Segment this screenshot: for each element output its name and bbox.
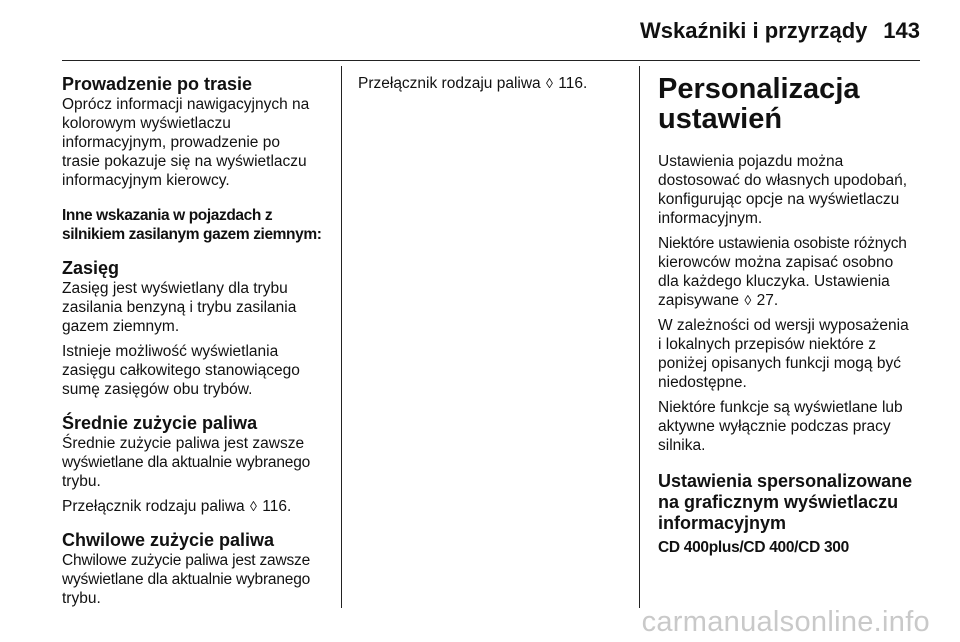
text-line: na graficznym wyświetlaczu: [658, 492, 899, 512]
paragraph-fuel-switch: [358, 74, 628, 93]
header-title: Wskaźniki i przyrządy: [640, 18, 868, 43]
paragraph-route-guidance: [62, 95, 332, 190]
paragraph-availability: [658, 316, 926, 392]
text-line: Zasięg jest wyświetlany dla trybu: [62, 280, 288, 297]
text-line: wyświetlane dla aktualnie wybranego: [62, 454, 311, 471]
text-line: Ustawienia spersonalizowane: [658, 471, 913, 491]
text-line: zapisywane: [658, 292, 739, 309]
page-reference-link[interactable]: 116.: [262, 498, 292, 515]
text-line: sumę zasięgów obu trybów.: [62, 381, 253, 398]
header-rule: [62, 60, 920, 61]
text-line: silnikiem zasilanym gazem ziemnym:: [62, 226, 322, 243]
column-3: [658, 74, 926, 557]
text-line: kierowców można zapisać osobno: [658, 254, 894, 271]
text-line: poniżej opisanych funkcji mogą być: [658, 355, 901, 372]
heading-graphic-display-settings: [658, 471, 926, 534]
page-reference-icon: ◊: [545, 75, 553, 91]
watermark: carmanualsonline.info: [641, 606, 930, 638]
paragraph-average-consumption: [62, 434, 332, 491]
text-line: zasilania benzyną i trybu zasilania: [62, 299, 297, 316]
text-line: kolorowym wyświetlaczu: [62, 115, 231, 132]
text-line: wyświetlane dla aktualnie wybranego: [62, 571, 311, 588]
paragraph-total-range: [62, 342, 332, 399]
text-line: W zależności od wersji wyposażenia: [658, 317, 909, 334]
paragraph-range: [62, 279, 332, 336]
column-divider-2: [639, 66, 640, 608]
text-line: dostosować do własnych upodobań,: [658, 172, 908, 189]
page-reference-icon: ◊: [744, 292, 752, 308]
page-number: 143: [883, 18, 920, 43]
text-line: trybu.: [62, 590, 101, 607]
text-line: dla każdego kluczyka. Ustawienia: [658, 273, 890, 290]
text-line: niedostępne.: [658, 374, 747, 391]
paragraph-fuel-switch: [62, 497, 332, 516]
text-line: Inne wskazania w pojazdach z: [62, 207, 273, 224]
heading-instant-consumption: Chwilowe zużycie paliwa: [62, 530, 275, 550]
column-2: [358, 74, 628, 93]
heading-average-consumption: Średnie zużycie paliwa: [62, 413, 258, 433]
text-line: aktywne wyłącznie podczas pracy: [658, 418, 891, 435]
text-line: zasięgu całkowitego stanowiącego: [62, 362, 300, 379]
page-reference-icon: ◊: [249, 498, 257, 514]
text-line: Istnieje możliwość wyświetlania: [62, 343, 279, 360]
text-line: Przełącznik rodzaju paliwa: [62, 498, 245, 515]
subheading-cng: [62, 206, 332, 244]
heading-route-guidance: Prowadzenie po trasie: [62, 74, 253, 94]
text-line: informacyjnym: [658, 513, 787, 533]
heading-range: Zasięg: [62, 258, 120, 278]
paragraph-personal-settings: [658, 234, 926, 310]
text-line: Oprócz informacji nawigacyjnych na: [62, 96, 310, 113]
text-line: Niektóre ustawienia osobiste różnych: [658, 235, 907, 252]
text-line: trasie pokazuje się na wyświetlaczu: [62, 153, 307, 170]
text-line: informacyjnym kierowcy.: [62, 172, 230, 189]
text-line: Przełącznik rodzaju paliwa: [358, 75, 541, 92]
text-line: Średnie zużycie paliwa jest zawsze: [62, 435, 305, 452]
text-line: konfigurując opcje na wyświetlaczu: [658, 191, 900, 208]
text-line: silnika.: [658, 437, 706, 454]
column-divider-1: [341, 66, 342, 608]
paragraph-engine-running: [658, 398, 926, 455]
text-line: informacyjnym, prowadzenie po: [62, 134, 280, 151]
text-line: Chwilowe zużycie paliwa jest zawsze: [62, 552, 310, 569]
text-line: gazem ziemnym.: [62, 318, 180, 335]
text-line: ustawień: [658, 103, 783, 135]
text-line: Niektóre funkcje są wyświetlane lub: [658, 399, 903, 416]
subheading-radio-models: CD 400plus/CD 400/CD 300: [658, 539, 849, 556]
text-line: Personalizacja: [658, 73, 860, 105]
section-title-personalization: [658, 74, 926, 134]
page-reference-link[interactable]: 27.: [756, 292, 779, 309]
text-line: informacyjnym.: [658, 210, 763, 227]
text-line: trybu.: [62, 473, 101, 490]
paragraph-instant-consumption: [62, 551, 332, 608]
paragraph-settings-intro: [658, 152, 926, 228]
column-1: [62, 74, 332, 608]
text-line: i lokalnych przepisów niektóre z: [658, 336, 876, 353]
page-reference-link[interactable]: 116.: [558, 75, 588, 92]
text-line: Ustawienia pojazdu można: [658, 153, 844, 170]
